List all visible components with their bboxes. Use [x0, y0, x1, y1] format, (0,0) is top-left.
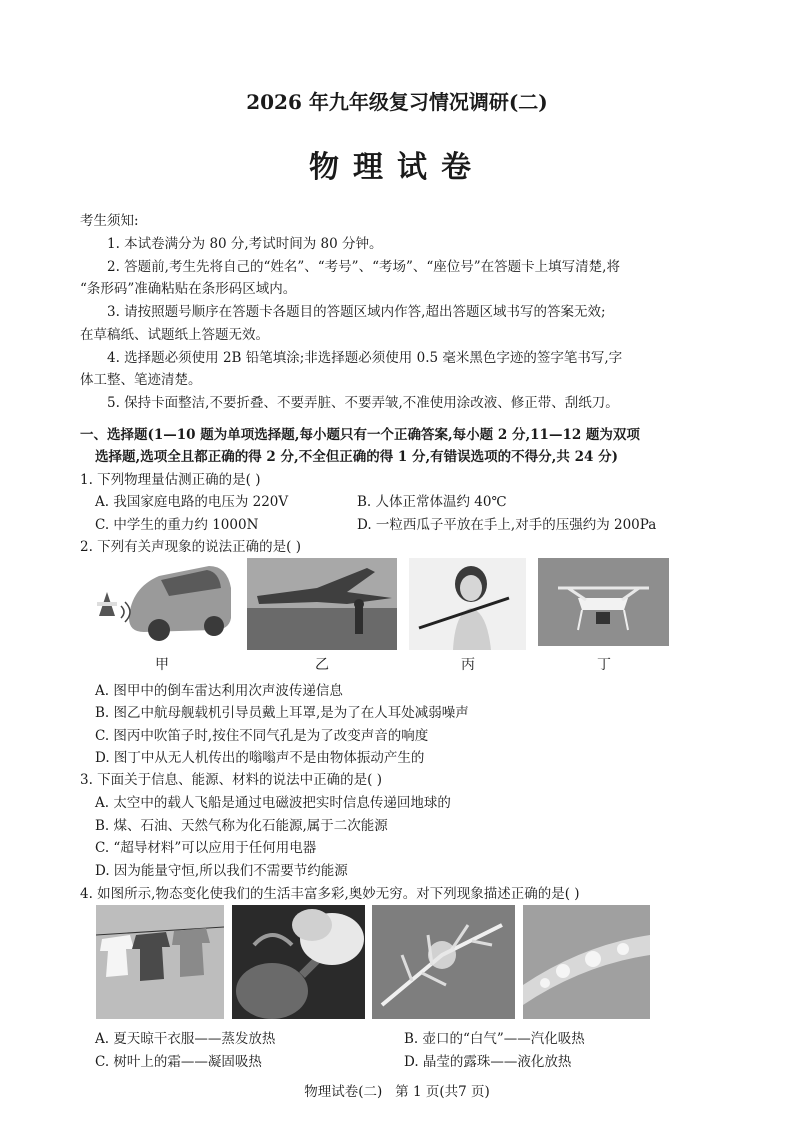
section1-line1: 一、选择题(1—10 题为单项选择题,每小题只有一个正确答案,每小题 2 分,11—12 题为双项	[80, 427, 640, 443]
image-car-radar	[89, 558, 235, 650]
q3-stem: 3. 下面关于信息、能源、材料的说法中正确的是( )	[80, 772, 382, 788]
notice-item-4: 4. 选择题必须使用 2B 铅笔填涂;非选择题必须使用 0.5 毫米黑色字迹的签字笔书写,字	[107, 350, 623, 366]
q3-option-a: A. 太空中的载人飞船是通过电磁波把实时信息传递回地球的	[95, 795, 451, 811]
notice-heading: 考生须知:	[80, 213, 139, 229]
notice-item-4-cont: 体工整、笔迹清楚。	[80, 372, 202, 388]
notice-item-2: 2. 答题前,考生先将自己的“姓名”、“考号”、“考场”、“座位号”在答题卡上填写清楚,将	[107, 259, 620, 275]
q1-option-b: B. 人体正常体温约 40℃	[357, 494, 507, 510]
image-dew-drops	[523, 905, 650, 1019]
q1-option-c: C. 中学生的重力约 1000N	[95, 517, 259, 533]
q4-stem: 4. 如图所示,物态变化使我们的生活丰富多彩,奥妙无穷。对下列现象描述正确的是( )	[80, 886, 580, 902]
q3-option-b: B. 煤、石油、天然气称为化石能源,属于二次能源	[95, 818, 388, 834]
image-kettle-steam	[232, 905, 365, 1019]
q4-option-a: A. 夏天晾干衣服——蒸发放热	[95, 1031, 276, 1047]
q1-stem: 1. 下列物理量估测正确的是( )	[80, 472, 261, 488]
q2-option-b: B. 图乙中航母舰载机引导员戴上耳罩,是为了在人耳处减弱噪声	[95, 705, 469, 721]
image-carrier-jet	[247, 558, 397, 650]
caption-jia: 甲	[155, 657, 169, 673]
subject-title: 物理试卷	[309, 150, 485, 185]
notice-item-5: 5. 保持卡面整洁,不要折叠、不要弄脏、不要弄皱,不准使用涂改液、修正带、刮纸刀。	[107, 395, 619, 411]
q3-option-c: C. “超导材料”可以应用于任何用电器	[95, 840, 317, 856]
q4-option-b: B. 壶口的“白气”——汽化吸热	[404, 1031, 585, 1047]
notice-item-3: 3. 请按照题号顺序在答题卡各题目的答题区域内作答,超出答题区域书写的答案无效;	[107, 304, 606, 320]
notice-item-3-cont: 在草稿纸、试题纸上答题无效。	[80, 327, 269, 343]
q1-option-d: D. 一粒西瓜子平放在手上,对手的压强约为 200Pa	[357, 517, 657, 533]
page-footer: 物理试卷(二) 第 1 页(共7 页)	[304, 1084, 490, 1100]
q3-option-d: D. 因为能量守恒,所以我们不需要节约能源	[95, 863, 348, 879]
q2-option-d: D. 图丁中从无人机传出的嗡嗡声不是由物体振动产生的	[95, 750, 425, 766]
notice-item-2-cont: “条形码”准确粘贴在条形码区域内。	[80, 281, 297, 297]
q2-option-c: C. 图丙中吹笛子时,按住不同气孔是为了改变声音的响度	[95, 728, 429, 744]
notice-item-1: 1. 本试卷满分为 80 分,考试时间为 80 分钟。	[107, 236, 383, 252]
caption-yi: 乙	[315, 657, 329, 673]
caption-ding: 丁	[597, 657, 611, 673]
q2-stem: 2. 下列有关声现象的说法正确的是( )	[80, 539, 301, 555]
image-frost-leaves	[372, 905, 515, 1019]
image-flute-player	[409, 558, 526, 650]
exam-title: 2026 年九年级复习情况调研(二)	[246, 90, 548, 114]
q2-option-a: A. 图甲中的倒车雷达利用次声波传递信息	[95, 683, 343, 699]
caption-bing: 丙	[461, 657, 475, 673]
q4-option-c: C. 树叶上的霜——凝固吸热	[95, 1054, 262, 1070]
image-drone	[538, 558, 669, 646]
section1-line2: 选择题,选项全且都正确的得 2 分,不全但正确的得 1 分,有错误选项的不得分,共 24 分)	[95, 449, 618, 465]
q1-option-a: A. 我国家庭电路的电压为 220V	[95, 494, 289, 510]
q4-option-d: D. 晶莹的露珠——液化放热	[404, 1054, 572, 1070]
image-drying-clothes	[96, 905, 224, 1019]
